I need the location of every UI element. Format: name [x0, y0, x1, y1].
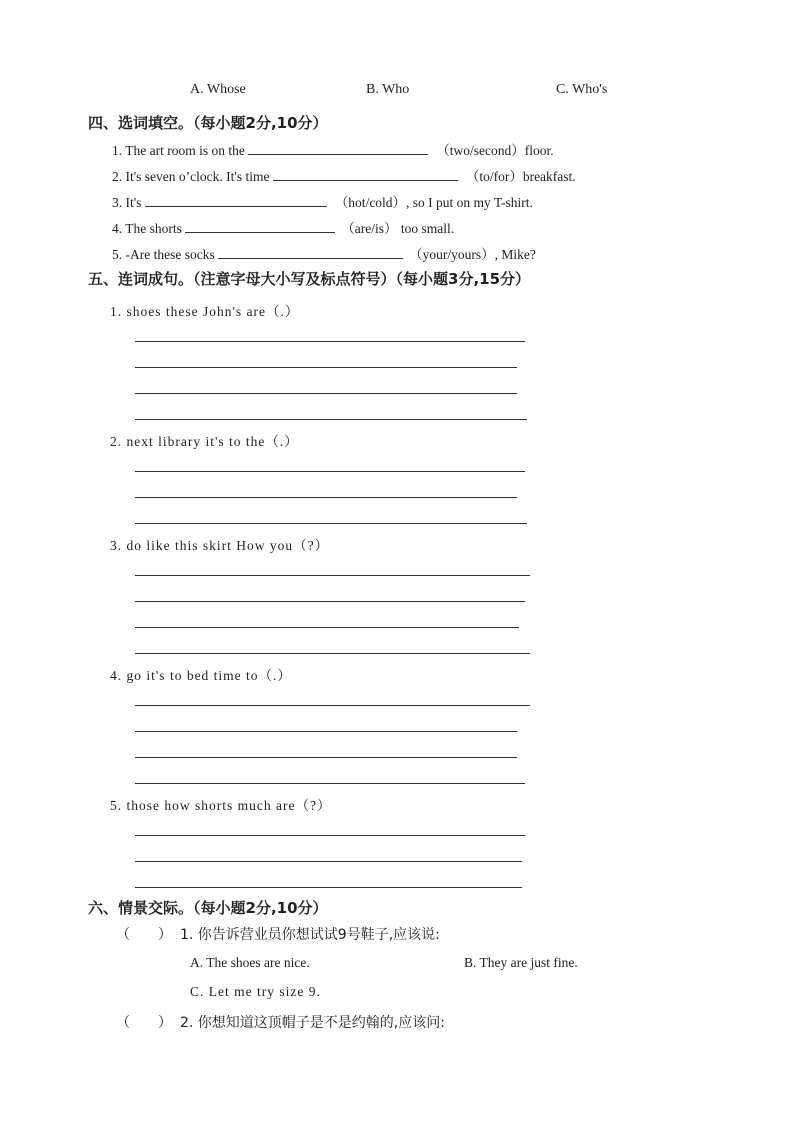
q2-question: 2. 你想知道这顶帽子是不是约翰的,应该问: [180, 1015, 445, 1031]
s4-blank-1[interactable] [248, 142, 428, 155]
s4-item-4 [112, 217, 454, 237]
answer-line[interactable] [135, 523, 527, 524]
s4-item-5-before: 5. -Are these socks [112, 247, 219, 262]
answer-line[interactable] [135, 471, 525, 472]
section6-title: 六、情景交际。（每小题2分,10分） [88, 899, 328, 917]
s4-blank-4[interactable] [185, 220, 335, 233]
answer-line[interactable] [135, 601, 525, 602]
q1-option-b: B. They are just fine. [464, 955, 578, 970]
s5-prompt-2: 2. next library it's to the（.） [110, 434, 299, 449]
answer-line[interactable] [135, 627, 519, 628]
answer-line[interactable] [135, 731, 517, 732]
q2-answer-paren[interactable]: （ ） [116, 1015, 172, 1031]
s4-item-2-after: （to/for）breakfast. [465, 169, 576, 184]
s4-item-1-after: （two/second）floor. [436, 143, 554, 158]
q1-option-a: A. The shoes are nice. [190, 955, 310, 970]
s4-blank-3[interactable] [145, 194, 327, 207]
section5-title: 五、连词成句。（注意字母大小写及标点符号）（每小题3分,15分） [88, 270, 531, 288]
section4-title: 四、选词填空。（每小题2分,10分） [88, 114, 328, 132]
s4-item-1 [112, 139, 554, 159]
option-c: C. Who's [556, 82, 608, 97]
option-a: A. Whose [190, 82, 246, 97]
q1-answer-paren[interactable]: （ ） [116, 927, 172, 943]
s4-item-1-before: 1. The art room is on the [112, 143, 249, 158]
s4-item-5 [112, 243, 536, 263]
answer-line[interactable] [135, 835, 525, 836]
s4-item-5-after: （your/yours）, Mike? [409, 247, 536, 262]
answer-line[interactable] [135, 705, 530, 706]
s4-item-3-before: 3. It's [112, 195, 145, 210]
answer-line[interactable] [135, 393, 517, 394]
answer-line[interactable] [135, 861, 522, 862]
option-b: B. Who [366, 82, 410, 97]
answer-line[interactable] [135, 497, 517, 498]
answer-line[interactable] [135, 419, 527, 420]
s4-item-3 [112, 191, 533, 211]
s4-item-4-before: 4. The shorts [112, 221, 186, 236]
s4-item-4-after: （are/is） too small. [341, 221, 455, 236]
s4-blank-5[interactable] [218, 246, 403, 259]
s4-blank-2[interactable] [273, 168, 458, 181]
s4-item-2 [112, 165, 576, 185]
s4-item-3-after: （hot/cold）, so I put on my T-shirt. [334, 195, 533, 210]
answer-line[interactable] [135, 653, 530, 654]
answer-line[interactable] [135, 367, 517, 368]
q1-question: 1. 你告诉营业员你想试试9号鞋子,应该说: [180, 927, 440, 943]
answer-line[interactable] [135, 887, 522, 888]
answer-line[interactable] [135, 757, 517, 758]
answer-line[interactable] [135, 783, 525, 784]
s5-prompt-1: 1. shoes these John's are（.） [110, 304, 300, 319]
s4-item-2-before: 2. It's seven o’clock. It's time [112, 169, 273, 184]
answer-line[interactable] [135, 341, 525, 342]
answer-line[interactable] [135, 575, 530, 576]
q1-option-c: C. Let me try size 9. [190, 984, 321, 999]
s5-prompt-5: 5. those how shorts much are（?） [110, 798, 332, 813]
s5-prompt-4: 4. go it's to bed time to（.） [110, 668, 292, 683]
s5-prompt-3: 3. do like this skirt How you（?） [110, 538, 330, 553]
